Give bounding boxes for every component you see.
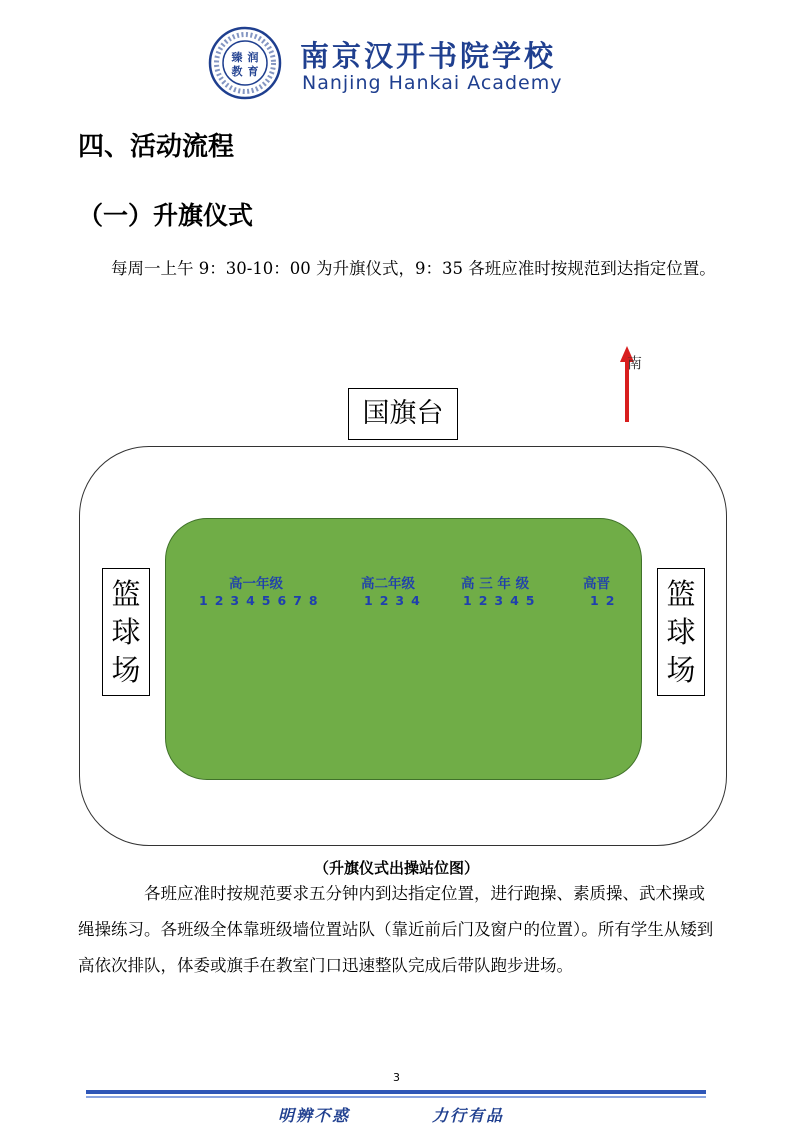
school-name-english: Nanjing Hankai Academy [302, 72, 563, 94]
court-char: 球 [666, 615, 696, 649]
grade-label-4: 高晋 [583, 576, 610, 592]
court-char: 篮 [111, 577, 141, 611]
logo-char: 教 [231, 65, 243, 78]
court-char: 球 [111, 615, 141, 649]
grade-label-2: 高二年级 [361, 576, 415, 592]
basketball-court-right [657, 568, 705, 696]
class-numbers-2: 1234 [364, 593, 427, 608]
sports-field [165, 518, 642, 780]
court-char: 篮 [666, 577, 696, 611]
footer-rule-thin [86, 1096, 706, 1098]
flag-platform: 国旗台 [348, 388, 458, 440]
court-char: 场 [111, 653, 141, 687]
basketball-court-left [102, 568, 150, 696]
logo-char: 润 [247, 51, 259, 64]
logo-char: 育 [247, 65, 259, 78]
school-name-chinese: 南京汉开书院学校 [300, 39, 557, 73]
subsection-title: （一）升旗仪式 [78, 201, 254, 230]
page-number: 3 [393, 1071, 400, 1084]
class-numbers-4: 12 [590, 593, 622, 608]
class-numbers-1: 12345678 [199, 593, 325, 608]
logo-char: 臻 [231, 51, 243, 64]
motto-left: 明辨不惑 [278, 1106, 351, 1125]
motto-right: 力行有品 [432, 1106, 505, 1125]
grade-label-3: 高 三 年 级 [461, 576, 530, 592]
class-numbers-3: 12345 [463, 593, 542, 608]
section-title: 四、活动流程 [78, 132, 235, 162]
diagram-caption: （升旗仪式出操站位图） [313, 859, 479, 877]
direction-label: 南 [627, 354, 643, 372]
footer-rule [86, 1090, 706, 1094]
paragraph-flag-ceremony: 每周一上午 9：30-10：00 为升旗仪式，9：35 各班应准时按规范到达指定位置。 [111, 259, 716, 278]
paragraph-exercise: 各班应准时按规范要求五分钟内到达指定位置，进行跑操、素质操、武术操或绳操练习。各班级全体靠班级墙位置站队（靠近前后门及窗户的位置）。所有学生从矮到高依次排队，体委或旗手在教室门口迅速整队完成后带队跑步进场。 [78, 884, 714, 975]
grade-label-1: 高一年级 [229, 576, 283, 592]
court-char: 场 [666, 653, 696, 687]
school-logo [208, 26, 282, 100]
